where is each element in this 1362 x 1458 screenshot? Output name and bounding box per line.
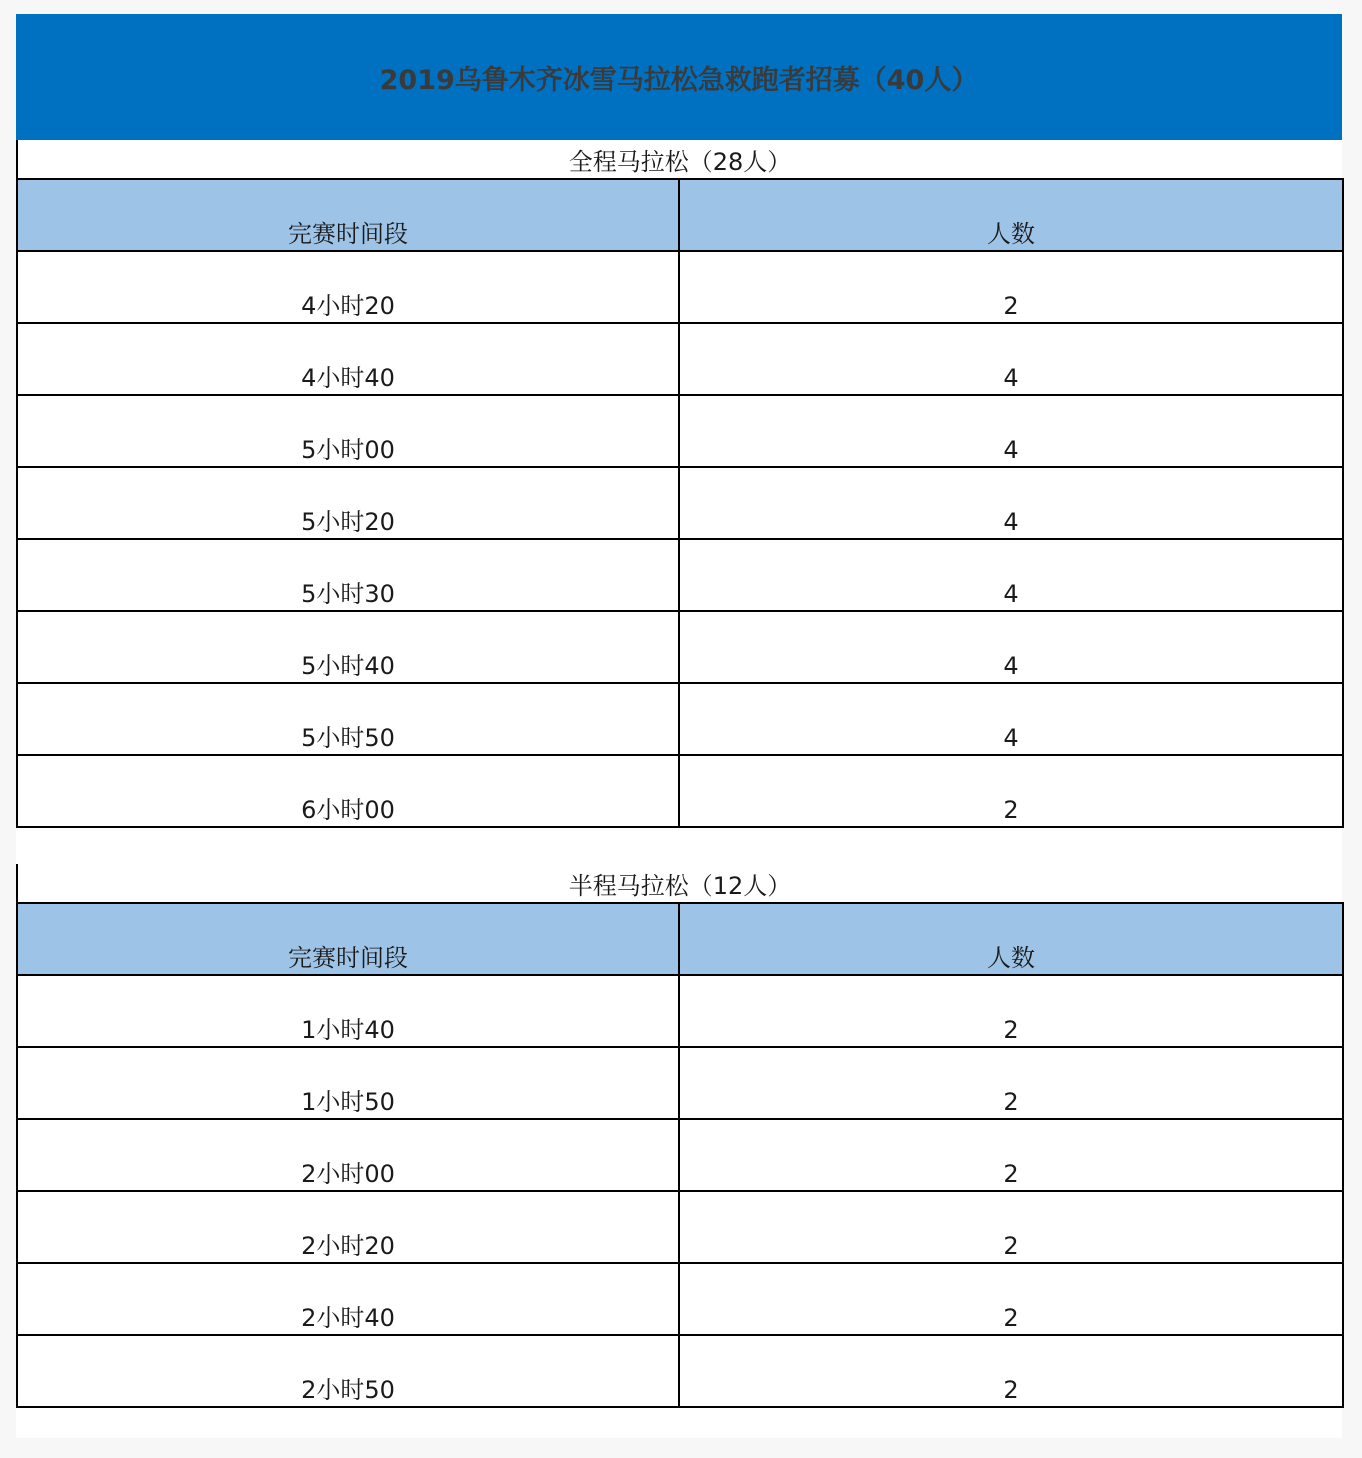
section-heading-full-marathon: 全程马拉松（28人） xyxy=(16,140,1342,178)
table-row xyxy=(17,975,1343,1047)
column-header-count: 人数 xyxy=(679,179,1343,251)
cell-time: 2小时00 xyxy=(17,1119,679,1191)
cell-time: 1小时50 xyxy=(17,1047,679,1119)
cell-count: 4 xyxy=(679,611,1343,683)
table-row xyxy=(17,467,1343,539)
cell-count: 4 xyxy=(679,539,1343,611)
cell-time: 2小时40 xyxy=(17,1263,679,1335)
cell-time: 2小时50 xyxy=(17,1335,679,1407)
table-row xyxy=(17,1263,1343,1335)
table-row xyxy=(17,1119,1343,1191)
cell-count: 2 xyxy=(679,1263,1343,1335)
table-row xyxy=(17,1047,1343,1119)
cell-count: 4 xyxy=(679,395,1343,467)
cell-time: 5小时40 xyxy=(17,611,679,683)
cell-time: 5小时20 xyxy=(17,467,679,539)
table-row xyxy=(17,395,1343,467)
cell-time: 5小时30 xyxy=(17,539,679,611)
column-header-time: 完赛时间段 xyxy=(17,903,679,975)
cell-count: 4 xyxy=(679,323,1343,395)
half-marathon-table xyxy=(16,902,1344,1408)
table-header-row xyxy=(17,903,1343,975)
cell-time: 2小时20 xyxy=(17,1191,679,1263)
cell-count: 2 xyxy=(679,1047,1343,1119)
table-row xyxy=(17,1335,1343,1407)
column-header-time: 完赛时间段 xyxy=(17,179,679,251)
sheet-title: 2019乌鲁木齐冰雪马拉松急救跑者招募（40人） xyxy=(16,14,1342,140)
full-marathon-table xyxy=(16,178,1344,828)
table-row xyxy=(17,323,1343,395)
cell-count: 2 xyxy=(679,1191,1343,1263)
cell-time: 1小时40 xyxy=(17,975,679,1047)
column-header-count: 人数 xyxy=(679,903,1343,975)
table-row xyxy=(17,251,1343,323)
table-row xyxy=(17,611,1343,683)
section-heading-half-marathon: 半程马拉松（12人） xyxy=(16,864,1342,902)
table-header-row xyxy=(17,179,1343,251)
recruitment-sheet xyxy=(16,14,1342,1438)
cell-time: 4小时40 xyxy=(17,323,679,395)
cell-count: 2 xyxy=(679,975,1343,1047)
table-row xyxy=(17,683,1343,755)
cell-time: 4小时20 xyxy=(17,251,679,323)
cell-count: 2 xyxy=(679,755,1343,827)
cell-count: 4 xyxy=(679,683,1343,755)
table-row xyxy=(17,1191,1343,1263)
table-row xyxy=(17,755,1343,827)
table-row xyxy=(17,539,1343,611)
cell-time: 6小时00 xyxy=(17,755,679,827)
cell-count: 2 xyxy=(679,1335,1343,1407)
cell-count: 4 xyxy=(679,467,1343,539)
cell-time: 5小时50 xyxy=(17,683,679,755)
cell-count: 2 xyxy=(679,1119,1343,1191)
cell-count: 2 xyxy=(679,251,1343,323)
cell-time: 5小时00 xyxy=(17,395,679,467)
